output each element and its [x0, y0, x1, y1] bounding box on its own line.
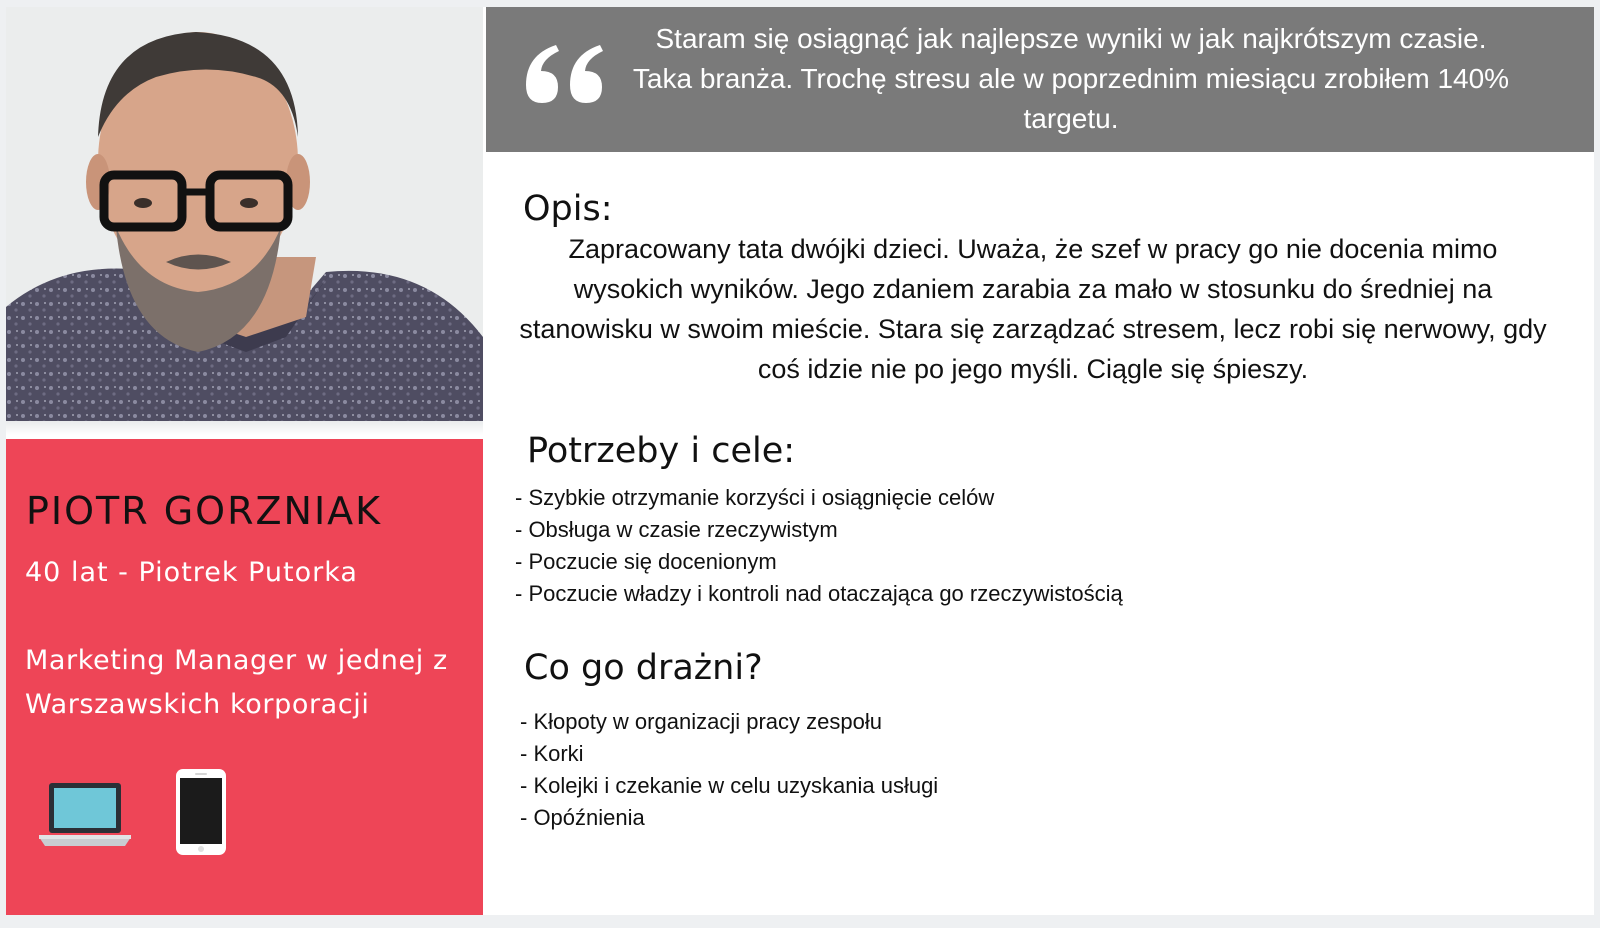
list-item: - Poczucie się docenionym: [515, 549, 777, 574]
list-item: - Poczucie władzy i kontroli nad otaczająca go rzeczywistością: [515, 581, 1123, 606]
smartphone-icon: [176, 769, 226, 855]
list-item: - Obsługa w czasie rzeczywistym: [515, 517, 838, 542]
persona-info-panel: [6, 439, 483, 915]
irritants-list: [520, 706, 938, 834]
list-item: - Szybkie otrzymanie korzyści i osiągnięcie celów: [515, 485, 995, 510]
list-item: - Kolejki i czekanie w celu uzyskania usługi: [520, 773, 939, 798]
list-item: - Opóźnienia: [520, 805, 645, 830]
quote-icon: [526, 45, 604, 103]
persona-role: Marketing Manager w jednej z Warszawskich korporacji: [25, 645, 448, 720]
persona-quote: Staram się osiągnąć jak najlepsze wyniki w jak najkrótszym czasie. Taka branża. Trochę stresu ale w poprzednim miesiącu zrobiłem 140% targetu.: [632, 23, 1510, 134]
laptop-icon: [39, 779, 131, 849]
description-title: Opis:: [523, 189, 613, 229]
list-item: - Korki: [520, 741, 584, 766]
photo-fade: [6, 421, 483, 435]
persona-photo: [6, 7, 483, 435]
needs-list: [515, 482, 1123, 610]
description-text: Zapracowany tata dwójki dzieci. Uważa, że szef w pracy go nie docenia mimo wysokich wyników. Jego zdaniem zarabia za mało w stosunku do średniej na stanowisku w swoim mieście. Stara się zarządzać stresem, lecz robi się nerwowy, gdy coś idzie nie po jego myśli. Ciągle się śpieszy.: [519, 234, 1547, 384]
list-item: - Kłopoty w organizacji pracy zespołu: [520, 709, 882, 734]
persona-name: PIOTR GORZNIAK: [26, 489, 383, 533]
portrait-illustration: [6, 7, 483, 435]
needs-title: Potrzeby i cele:: [527, 431, 796, 471]
irritants-title: Co go drażni?: [524, 648, 763, 688]
persona-age: 40 lat - Piotrek Putorka: [25, 557, 358, 588]
persona-card: [6, 7, 1594, 915]
quote-banner: [486, 7, 1594, 152]
